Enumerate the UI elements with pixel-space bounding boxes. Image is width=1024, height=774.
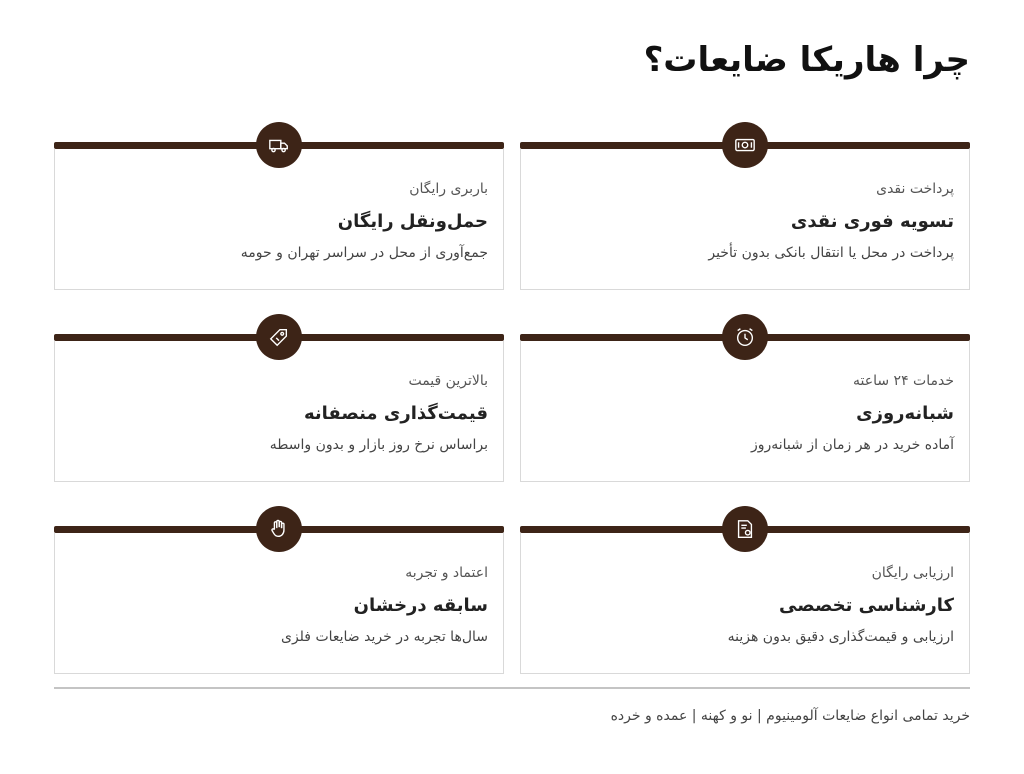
feature-card-transport bbox=[54, 122, 504, 290]
card-description: جمع‌آوری از محل در سراسر تهران و حومه bbox=[240, 245, 488, 261]
feature-card-cash bbox=[520, 122, 970, 290]
card-description: پرداخت در محل یا انتقال بانکی بدون تأخیر bbox=[708, 245, 954, 261]
feature-card-24h bbox=[520, 314, 970, 482]
page-title: چرا هاریکا ضایعات؟ bbox=[643, 40, 970, 80]
card-description: براساس نرخ روز بازار و بدون واسطه bbox=[269, 437, 488, 453]
feature-card-pricing bbox=[54, 314, 504, 482]
card-description: سال‌ها تجربه در خرید ضایعات فلزی bbox=[280, 629, 488, 645]
certificate-icon bbox=[722, 506, 768, 552]
card-title: کارشناسی تخصصی bbox=[779, 595, 954, 616]
card-subtitle: اعتماد و تجربه bbox=[405, 565, 488, 581]
clock-icon bbox=[722, 314, 768, 360]
card-title: قیمت‌گذاری منصفانه bbox=[303, 403, 488, 424]
card-subtitle: پرداخت نقدی bbox=[876, 181, 954, 197]
features-grid bbox=[54, 122, 970, 674]
handshake-icon bbox=[256, 506, 302, 552]
card-description: ارزیابی و قیمت‌گذاری دقیق بدون هزینه bbox=[727, 629, 954, 645]
card-title: حمل‌ونقل رایگان bbox=[337, 211, 488, 232]
card-title: سابقه درخشان bbox=[353, 595, 488, 616]
footer-tagline: خرید تمامی انواع ضایعات آلومینیوم | نو و کهنه | عمده و خرده bbox=[610, 708, 970, 724]
feature-card-expertise bbox=[520, 506, 970, 674]
truck-icon bbox=[256, 122, 302, 168]
card-title: شبانه‌روزی bbox=[856, 403, 954, 424]
card-subtitle: ارزیابی رایگان bbox=[871, 565, 954, 581]
card-title: تسویه فوری نقدی bbox=[790, 211, 954, 232]
cash-icon bbox=[722, 122, 768, 168]
price-tag-icon bbox=[256, 314, 302, 360]
footer-divider bbox=[54, 687, 970, 689]
card-subtitle: باربری رایگان bbox=[409, 181, 488, 197]
card-subtitle: بالاترین قیمت bbox=[408, 373, 488, 389]
feature-card-experience bbox=[54, 506, 504, 674]
card-description: آماده خرید در هر زمان از شبانه‌روز bbox=[750, 437, 954, 453]
card-subtitle: خدمات ۲۴ ساعته bbox=[853, 373, 954, 389]
